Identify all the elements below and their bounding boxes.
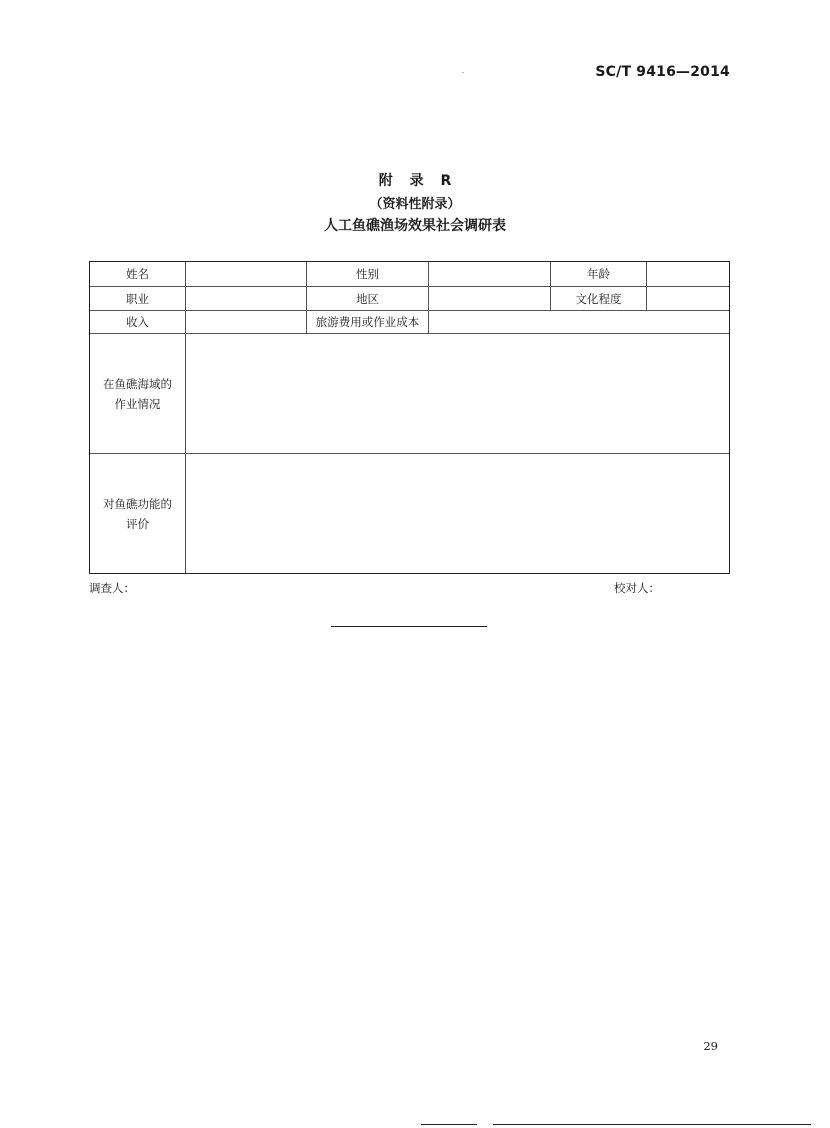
- appendix-letter: R: [440, 173, 452, 189]
- operation-status-label: [90, 334, 186, 453]
- age-field[interactable]: [647, 262, 729, 286]
- form-title: 人工鱼礁渔场效果社会调研表: [324, 218, 506, 234]
- gender-label: 性别: [307, 262, 429, 286]
- education-label: 文化程度: [551, 287, 647, 310]
- occupation-label: 职业: [90, 287, 186, 310]
- standard-code: SC/T 9416—2014: [595, 64, 730, 80]
- proofreader-label: 校对人：: [614, 581, 660, 595]
- name-field[interactable]: [186, 262, 307, 286]
- operation-status-label-line2: 作业情况: [114, 396, 161, 411]
- table-row: [90, 311, 729, 334]
- end-rule: [331, 626, 487, 627]
- table-row: [90, 287, 729, 311]
- reef-evaluation-label-line2: 评价: [126, 516, 149, 531]
- region-field[interactable]: [429, 287, 551, 310]
- scan-speck: [462, 72, 464, 73]
- table-row: [90, 262, 729, 287]
- investigator-label: 调查人：: [89, 581, 135, 595]
- age-label: 年龄: [551, 262, 647, 286]
- appendix-type: （资料性附录）: [369, 197, 461, 212]
- income-label: 收入: [90, 311, 186, 333]
- region-label: 地区: [307, 287, 429, 310]
- occupation-field[interactable]: [186, 287, 307, 310]
- operation-status-label-line1: 在鱼礁海域的: [103, 376, 172, 391]
- bottom-rule-short: [421, 1124, 477, 1125]
- table-row: [90, 334, 729, 454]
- bottom-rule-long: [493, 1124, 811, 1125]
- cost-field[interactable]: [429, 311, 729, 333]
- page-number: 29: [703, 1039, 718, 1053]
- name-label: 姓名: [90, 262, 186, 286]
- appendix-word-2: 录: [409, 173, 424, 189]
- appendix-title: [0, 170, 830, 190]
- reef-evaluation-label-line1: 对鱼礁功能的: [103, 496, 172, 511]
- education-field[interactable]: [647, 287, 729, 310]
- gender-field[interactable]: [429, 262, 551, 286]
- income-field[interactable]: [186, 311, 307, 333]
- cost-label: 旅游费用或作业成本: [307, 311, 429, 333]
- operation-status-field[interactable]: [186, 334, 729, 453]
- reef-evaluation-field[interactable]: [186, 454, 729, 573]
- reef-evaluation-label: [90, 454, 186, 573]
- survey-form-table: [89, 261, 730, 574]
- appendix-word-1: 附: [378, 173, 393, 189]
- table-row: [90, 454, 729, 573]
